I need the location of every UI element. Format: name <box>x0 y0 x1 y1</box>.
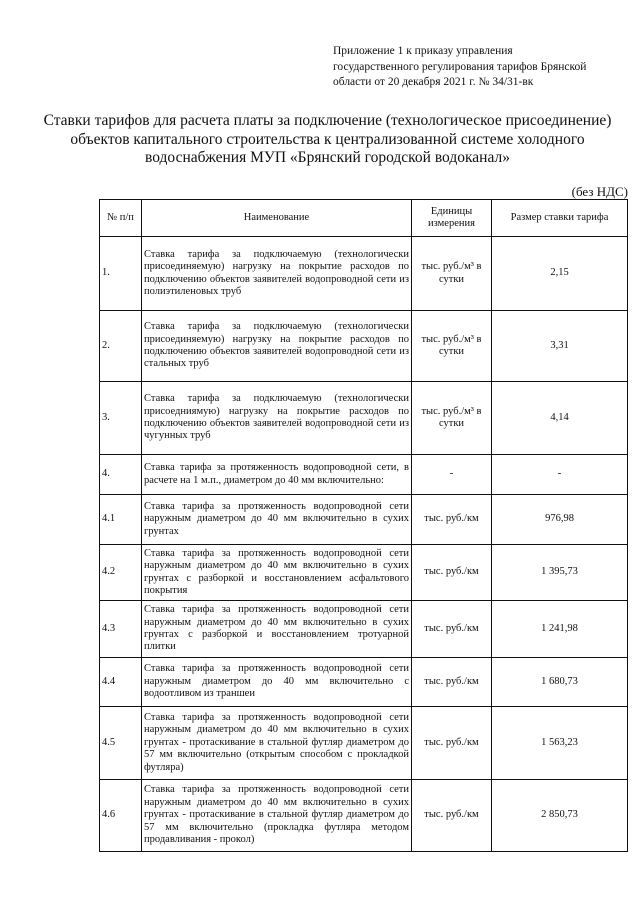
row-unit: тыс. руб./км <box>412 601 492 658</box>
table-row <box>100 455 628 495</box>
row-name: Ставка тарифа за протяженность водопроводной сети наружным диаметром до 40 мм включительно в сухих грунтах с разборкой и восстановлением тротуарной плитки <box>142 601 412 658</box>
row-number: 3. <box>100 382 142 455</box>
row-rate: 1 680,73 <box>492 658 628 707</box>
row-rate: 4,14 <box>492 382 628 455</box>
row-rate: 1 241,98 <box>492 601 628 658</box>
row-unit: тыс. руб./м³ в сутки <box>412 382 492 455</box>
appendix-line: государственного регулирования тарифов Брянской <box>333 60 587 73</box>
row-unit: тыс. руб./км <box>412 495 492 545</box>
row-number: 4.4 <box>100 658 142 707</box>
row-name: Ставка тарифа за подключаемую (технологически присоединяемую) нагрузку на покрытие расходов по подключению объектов заявителей водопроводной сети из полиэтиленовых труб <box>142 237 412 311</box>
table-row <box>100 382 628 455</box>
row-unit: тыс. руб./км <box>412 658 492 707</box>
appendix-line: области от 20 декабря 2021 г. № 34/31-вк <box>333 76 534 88</box>
row-rate: - <box>492 455 628 495</box>
row-name: Ставка тарифа за подключаемую (технологически присоедниямую) нагрузку на покрытие расходов по подключению объектов заявителей водопроводной сети из чугунных труб <box>142 382 412 455</box>
row-number: 2. <box>100 311 142 382</box>
row-unit: тыс. руб./км <box>412 780 492 852</box>
row-unit: - <box>412 455 492 495</box>
appendix-note <box>333 44 623 91</box>
table-row <box>100 707 628 780</box>
vat-note: (без НДС) <box>571 184 628 199</box>
appendix-line: Приложение 1 к приказу управления <box>333 45 513 57</box>
row-rate: 3,31 <box>492 311 628 382</box>
row-name: Ставка тарифа за протяженность водопроводной сети, в расчете на 1 м.п., диаметром до 40 мм включительно: <box>142 455 412 495</box>
row-rate: 1 563,23 <box>492 707 628 780</box>
header-name: Наименование <box>142 200 412 237</box>
table-header-row <box>100 200 628 237</box>
row-number: 4.1 <box>100 495 142 545</box>
table-row <box>100 237 628 311</box>
row-name: Ставка тарифа за протяженность водопроводной сети наружным диаметром до 40 мм включительно в сухих грунтах - протаскивание в стальной футляр диаметром до 57 мм включительно (прокладка футляра методом продавливания - прокол) <box>142 780 412 852</box>
tariff-table <box>99 199 628 852</box>
row-unit: тыс. руб./м³ в сутки <box>412 237 492 311</box>
row-number: 4.6 <box>100 780 142 852</box>
row-unit: тыс. руб./км <box>412 707 492 780</box>
row-number: 4. <box>100 455 142 495</box>
row-unit: тыс. руб./м³ в сутки <box>412 311 492 382</box>
row-rate: 2,15 <box>492 237 628 311</box>
row-name: Ставка тарифа за протяженность водопроводной сети наружным диаметром до 40 мм включительно в сухих грунтах <box>142 495 412 545</box>
row-number: 4.5 <box>100 707 142 780</box>
row-number: 1. <box>100 237 142 311</box>
table-row <box>100 601 628 658</box>
table-row <box>100 545 628 601</box>
table-row <box>100 311 628 382</box>
document-title: Ставки тарифов для расчета платы за подключение (технологическое присоединение) объектов капитального строительства к централизованной системе холодного водоснабжения МУП «Брянский городской водоканал» <box>43 112 612 166</box>
row-number: 4.3 <box>100 601 142 658</box>
table-row <box>100 495 628 545</box>
row-name: Ставка тарифа за подключаемую (технологически присоединяемую) нагрузку на покрытие расходов по подключению объектов заявителей водопроводной сети из стальных труб <box>142 311 412 382</box>
header-unit: Единицы измерения <box>412 200 492 237</box>
table-row <box>100 658 628 707</box>
row-name: Ставка тарифа за протяженность водопроводной сети наружным диаметром до 40 мм включительно в сухих грунтах - протаскивание в стальной футляр диаметром до 57 мм включительно (открытым способом с прокладкой футляра) <box>142 707 412 780</box>
row-name: Ставка тарифа за протяженность водопроводной сети наружным диаметром до 40 мм включительно с водоотливом из траншеи <box>142 658 412 707</box>
row-number: 4.2 <box>100 545 142 601</box>
table-row <box>100 780 628 852</box>
header-number: № п/п <box>100 200 142 237</box>
row-rate: 976,98 <box>492 495 628 545</box>
row-rate: 1 395,73 <box>492 545 628 601</box>
row-name: Ставка тарифа за протяженность водопроводной сети наружным диаметром до 40 мм включительно в сухих грунтах с разборкой и восстановлением асфальтового покрытия <box>142 545 412 601</box>
row-unit: тыс. руб./км <box>412 545 492 601</box>
header-rate: Размер ставки тарифа <box>492 200 628 237</box>
row-rate: 2 850,73 <box>492 780 628 852</box>
